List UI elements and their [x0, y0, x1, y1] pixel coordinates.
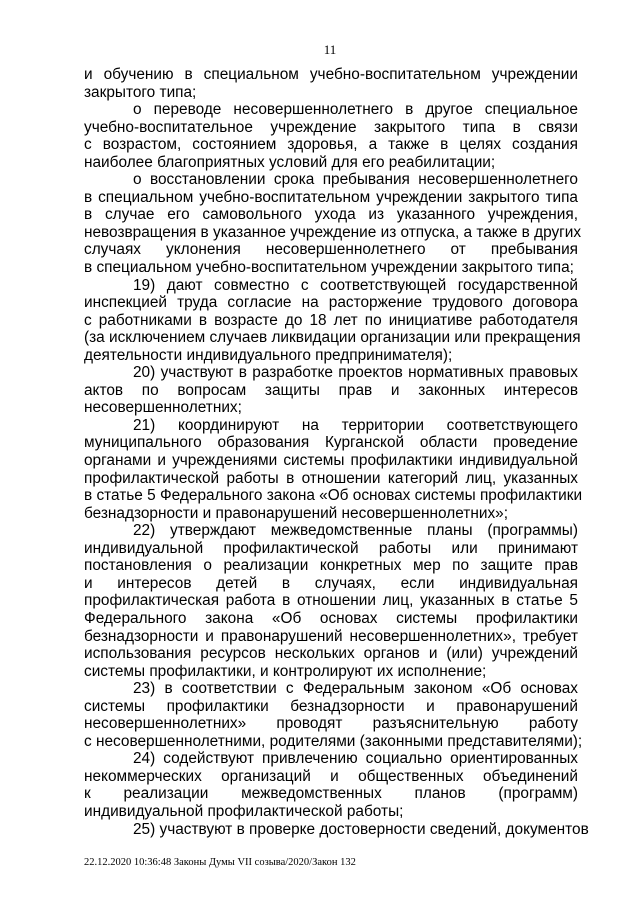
paragraph — [84, 101, 578, 171]
text-line: системы профилактики безнадзорности и правонарушений — [84, 697, 578, 715]
text-line: 24) содействуют привлечению социально ориентированных — [133, 750, 578, 768]
text-line: невозвращения в указанное учреждение из отпуска, а также в других — [84, 223, 582, 241]
text-line: о восстановлении срока пребывания несовершеннолетнего — [133, 171, 578, 189]
text-line: постановления о реализации конкретных мер по защите прав — [84, 557, 578, 575]
paragraph — [84, 364, 578, 417]
text-line: индивидуальной профилактической работы или принимают — [84, 539, 578, 557]
text-line: индивидуальной профилактической работы; — [84, 802, 404, 820]
text-line: к реализации межведомственных планов (программ) — [84, 785, 578, 803]
paragraph — [84, 416, 583, 522]
text-line: несовершеннолетних» проводят разъяснительную работу — [84, 715, 578, 733]
text-line: 21) координируют на территории соответствующего — [133, 416, 578, 434]
text-line: (за исключением случаев ликвидации организации или прекращения — [84, 329, 581, 347]
text-line: в специальном учебно-воспитательном учреждении закрытого типа; — [84, 259, 574, 277]
text-line: 22) утверждают межведомственные планы (программы) — [133, 522, 578, 540]
text-line: в статье 5 Федерального закона «Об основах системы профилактики — [84, 487, 583, 505]
text-line: в случае его самовольного ухода из указанного учреждения, — [84, 206, 578, 224]
paragraph — [84, 171, 582, 277]
text-line: Федерального закона «Об основах системы профилактики — [84, 609, 578, 627]
text-line: некоммерческих организаций и общественных объединений — [84, 767, 578, 785]
text-line: использования ресурсов нескольких органов и (или) учреждений — [84, 645, 578, 663]
page-number: 11 — [323, 42, 337, 57]
text-line: учебно-воспитательное учреждение закрытого типа в связи — [84, 118, 578, 136]
text-line: с работниками в возрасте до 18 лет по инициативе работодателя — [84, 311, 578, 329]
text-line: случаях уклонения несовершеннолетнего от пребывания — [84, 241, 578, 259]
text-line: в специальном учебно-воспитательном учреждении закрытого типа — [84, 188, 578, 206]
text-line: 23) в соответствии с Федеральным законом «Об основах — [133, 680, 578, 698]
text-line: 19) дают совместно с соответствующей государственной — [133, 276, 578, 294]
text-line: 20) участвуют в разработке проектов нормативных правовых — [133, 364, 578, 382]
text-line: безнадзорности и правонарушений несовершеннолетних», требует — [84, 627, 578, 645]
text-line: и интересов детей в случаях, если индивидуальная — [84, 574, 578, 592]
text-line: деятельности индивидуального предпринимателя); — [84, 346, 453, 364]
text-line: с несовершеннолетними, родителями (законными представителями); — [84, 732, 583, 750]
text-line: наиболее благоприятных условий для его реабилитации; — [84, 153, 496, 171]
text-line: муниципального образования Курганской области проведение — [84, 434, 578, 452]
text-line: профилактическая работа в отношении лиц, указанных в статье 5 — [84, 592, 578, 610]
paragraph — [84, 276, 581, 365]
text-line: с возрастом, состоянием здоровья, а также в целях создания — [84, 136, 578, 154]
text-line: о переводе несовершеннолетнего в другое специальное — [133, 101, 578, 119]
text-line: системы профилактики, и контролируют их исполнение; — [84, 662, 487, 680]
text-line: профилактической работы в отношении категорий лиц, указанных — [84, 469, 578, 487]
paragraph — [84, 522, 578, 680]
text-line: 25) участвуют в проверке достоверности сведений, документов — [133, 820, 589, 838]
text-line: закрытого типа; — [84, 83, 197, 101]
text-line: инспекцией труда согласие на расторжение трудового договора — [84, 294, 578, 312]
text-line: и обучению в специальном учебно-воспитательном учреждении — [84, 66, 578, 83]
paragraph — [84, 680, 583, 750]
document-body — [84, 66, 589, 838]
text-line: безнадзорности и правонарушений несовершеннолетних»; — [84, 504, 508, 522]
paragraph — [84, 66, 578, 101]
text-line: актов по вопросам защиты прав и законных интересов — [84, 381, 578, 399]
text-line: органами и учреждениями системы профилактики индивидуальной — [84, 452, 578, 470]
paragraph — [84, 820, 589, 839]
paragraph — [84, 750, 578, 820]
page-footer: 22.12.2020 10:36:48 Законы Думы VII созыва/2020/Закон 132 — [84, 857, 356, 868]
text-line: несовершеннолетних; — [84, 399, 242, 417]
